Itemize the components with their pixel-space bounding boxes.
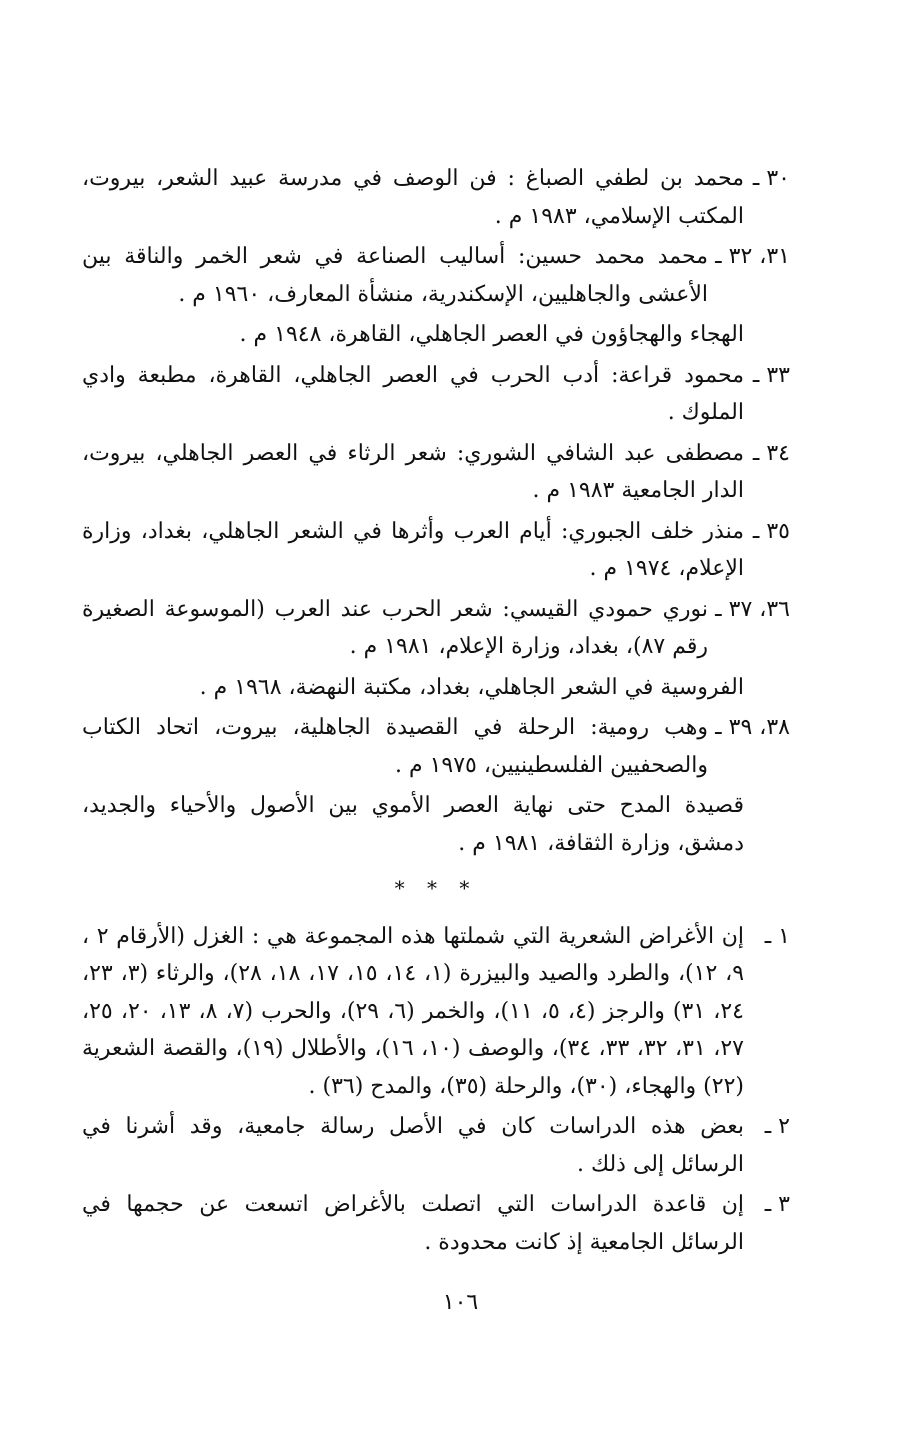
reference-sub-entry: [82, 669, 790, 707]
note-entry: [82, 1108, 790, 1183]
reference-sub-text: الهجاء والهجاؤون في العصر الجاهلي، القاهرة، ١٩٤٨ م .: [239, 322, 744, 347]
reference-entry: [82, 709, 790, 784]
reference-text: محمد بن لطفي الصباغ : فن الوصف في مدرسة عبيد الشعر، بيروت، المكتب الإسلامي، ١٩٨٣ م .: [82, 166, 744, 229]
reference-entry: [82, 591, 790, 666]
reference-text: محمد محمد حسين: أساليب الصناعة في شعر الخمر والناقة بين الأعشى والجاهليين، الإسكندرية، منشأة المعارف، ١٩٦٠ م .: [82, 244, 708, 307]
note-text: إن قاعدة الدراسات التي اتصلت بالأغراض اتسعت عن حجمها في الرسائل الجامعية إذ كانت محدودة .: [82, 1192, 744, 1255]
reference-text: محمود قراعة: أدب الحرب في العصر الجاهلي، القاهرة، مطبعة وادي الملوك .: [82, 362, 744, 425]
page-number: ١٠٦: [442, 1290, 479, 1315]
reference-number: ٣٤ ـ: [752, 440, 790, 466]
reference-number: ٣٠ ـ: [752, 166, 790, 191]
reference-entry: [82, 513, 790, 588]
reference-entry: [82, 160, 790, 235]
page-content: [82, 160, 790, 1264]
reference-number: ٣٨، ٣٩ ـ: [715, 715, 790, 740]
reference-text: منذر خلف الجبوري: أيام العرب وأثرها في الشعر الجاهلي، بغداد، وزارة الإعلام، ١٩٧٤ م .: [82, 518, 744, 581]
reference-number: ٣٥ ـ: [752, 518, 790, 544]
references-list: [82, 160, 790, 862]
reference-text: وهب رومية: الرحلة في القصيدة الجاهلية، بيروت، اتحاد الكتاب والصحفيين الفلسطينيين، ١٩٧٥ م .: [82, 715, 708, 778]
note-text: إن الأغراض الشعرية التي شملتها هذه المجموعة هي : الغزل (الأرقام ٢ ، ٩، ١٢)، والطرد والصيد والبيزرة (١، ١٤، ١٥، ١٧، ١٨، ٢٨)، والرثاء (٣، ٢٣، ٢٤، ٣١) والرجز (٤، ٥، ١١)، والخمر (٦، ٢٩)، والحرب (٧، ٨، ١٣، ٢٠، ٢٥، ٢٧، ٣١، ٣٢، ٣٣، ٣٤)، والوصف (١٠، ١٦)، والأطلال (١٩)، والقصة الشعرية (٢٢) والهجاء، (٣٠)، والرحلة (٣٥)، والمدح (٣٦) .: [82, 923, 745, 1099]
reference-sub-entry: [82, 316, 790, 354]
reference-sub-entry: [82, 787, 790, 862]
note-number: ٢ ـ: [764, 1114, 790, 1139]
reference-text: مصطفى عبد الشافي الشوري: شعر الرثاء في العصر الجاهلي، بيروت، الدار الجامعية ١٩٨٣ م .: [82, 440, 744, 503]
reference-sub-text: الفروسية في الشعر الجاهلي، بغداد، مكتبة النهضة، ١٩٦٨ م .: [199, 674, 744, 700]
reference-number: ٣٦، ٣٧ ـ: [715, 596, 790, 622]
note-entry: [82, 918, 790, 1106]
note-entry: [82, 1186, 790, 1261]
reference-entry: [82, 238, 790, 313]
section-separator: * * *: [394, 876, 478, 900]
note-number: ١ ـ: [764, 923, 790, 949]
reference-entry: [82, 357, 790, 432]
notes-list: [82, 918, 790, 1262]
reference-text: نوري حمودي القيسي: شعر الحرب عند العرب (الموسوعة الصغيرة رقم ٨٧)، بغداد، وزارة الإعلام، ١٩٨١ م .: [82, 596, 708, 659]
reference-number: ٣٣ ـ: [752, 362, 790, 388]
note-number: ٣ ـ: [764, 1192, 790, 1217]
reference-entry: [82, 435, 790, 510]
note-text: بعض هذه الدراسات كان في الأصل رسالة جامعية، وقد أشرنا في الرسائل إلى ذلك .: [82, 1114, 744, 1177]
reference-sub-text: قصيدة المدح حتى نهاية العصر الأموي بين الأصول والأحياء والجديد، دمشق، وزارة الثقافة، ١٩٨١ م .: [82, 793, 744, 856]
reference-number: ٣١، ٣٢ ـ: [715, 244, 790, 269]
